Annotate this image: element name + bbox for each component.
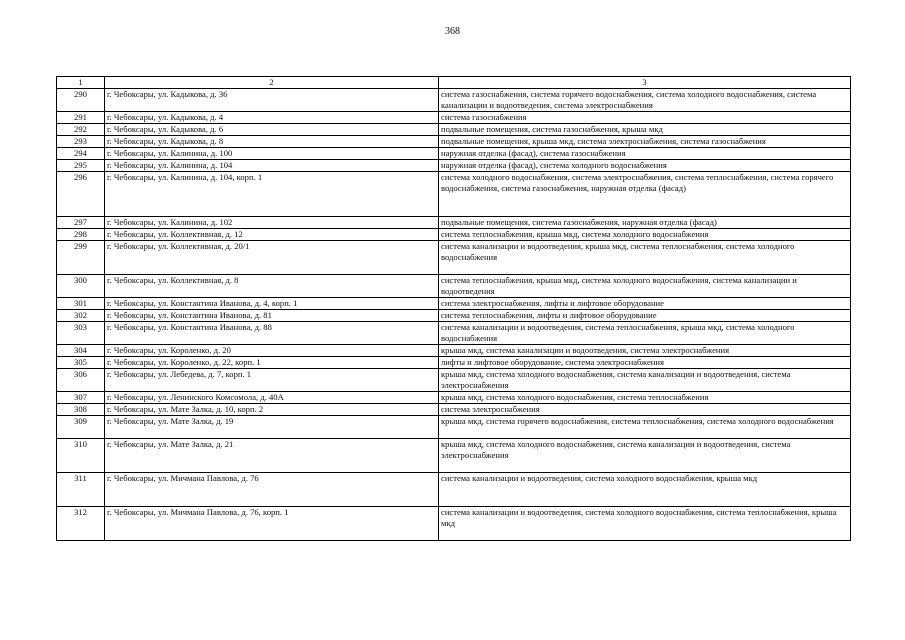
table-row bbox=[57, 89, 851, 112]
table-row bbox=[57, 357, 851, 369]
row-systems: лифты и лифтовое оборудование, система электроснабжения bbox=[439, 357, 851, 369]
table-row bbox=[57, 404, 851, 416]
table-row bbox=[57, 345, 851, 357]
row-address: г. Чебоксары, ул. Калинина, д. 104 bbox=[105, 160, 439, 172]
row-number: 299 bbox=[57, 241, 105, 275]
table-row bbox=[57, 124, 851, 136]
row-number: 291 bbox=[57, 112, 105, 124]
row-address: г. Чебоксары, ул. Мичмана Павлова, д. 76 bbox=[105, 473, 439, 507]
row-number: 306 bbox=[57, 369, 105, 392]
table-row bbox=[57, 112, 851, 124]
table-row bbox=[57, 439, 851, 473]
table-row bbox=[57, 322, 851, 345]
row-address: г. Чебоксары, ул. Кадыкова, д. 4 bbox=[105, 112, 439, 124]
row-systems: система канализации и водоотведения, крыша мкд, система теплоснабжения, система холодного водоснабжения bbox=[439, 241, 851, 275]
row-systems: система теплоснабжения, крыша мкд, система холодного водоснабжения, система канализации и водоотведения bbox=[439, 275, 851, 298]
table-row bbox=[57, 507, 851, 541]
row-systems: система канализации и водоотведения, система холодного водоснабжения, крыша мкд bbox=[439, 473, 851, 507]
row-address: г. Чебоксары, ул. Коллективная, д. 12 bbox=[105, 229, 439, 241]
table-row bbox=[57, 241, 851, 275]
row-address: г. Чебоксары, ул. Калинина, д. 100 bbox=[105, 148, 439, 160]
row-systems: система теплоснабжения, лифты и лифтовое оборудование bbox=[439, 310, 851, 322]
row-address: г. Чебоксары, ул. Коллективная, д. 8 bbox=[105, 275, 439, 298]
row-systems: подвальные помещения, система газоснабжения, наружная отделка (фасад) bbox=[439, 217, 851, 229]
row-number: 292 bbox=[57, 124, 105, 136]
row-address: г. Чебоксары, ул. Короленко, д. 20 bbox=[105, 345, 439, 357]
row-address: г. Чебоксары, ул. Мате Залка, д. 21 bbox=[105, 439, 439, 473]
row-address: г. Чебоксары, ул. Калинина, д. 104, корп. 1 bbox=[105, 172, 439, 217]
row-address: г. Чебоксары, ул. Ленинского Комсомола, д. 40А bbox=[105, 392, 439, 404]
row-number: 305 bbox=[57, 357, 105, 369]
row-number: 293 bbox=[57, 136, 105, 148]
row-systems: система канализации и водоотведения, система холодного водоснабжения, система теплоснабжения, крыша мкд bbox=[439, 507, 851, 541]
row-address: г. Чебоксары, ул. Короленко, д. 22, корп. 1 bbox=[105, 357, 439, 369]
row-number: 296 bbox=[57, 172, 105, 217]
row-address: г. Чебоксары, ул. Калинина, д. 102 bbox=[105, 217, 439, 229]
row-systems: крыша мкд, система холодного водоснабжения, система канализации и водоотведения, система электроснабжения bbox=[439, 439, 851, 473]
row-number: 298 bbox=[57, 229, 105, 241]
row-systems: подвальные помещения, крыша мкд, система электроснабжения, система газоснабжения bbox=[439, 136, 851, 148]
row-address: г. Чебоксары, ул. Кадыкова, д. 36 bbox=[105, 89, 439, 112]
row-systems: система электроснабжения bbox=[439, 404, 851, 416]
row-number: 310 bbox=[57, 439, 105, 473]
row-systems: крыша мкд, система холодного водоснабжения, система теплоснабжения bbox=[439, 392, 851, 404]
row-number: 307 bbox=[57, 392, 105, 404]
row-systems: наружная отделка (фасад), система холодного водоснабжения bbox=[439, 160, 851, 172]
row-number: 311 bbox=[57, 473, 105, 507]
table-row bbox=[57, 160, 851, 172]
column-number-3: 3 bbox=[439, 77, 851, 89]
table-row bbox=[57, 473, 851, 507]
row-number: 312 bbox=[57, 507, 105, 541]
row-address: г. Чебоксары, ул. Константина Иванова, д. 88 bbox=[105, 322, 439, 345]
row-number: 309 bbox=[57, 416, 105, 439]
row-number: 300 bbox=[57, 275, 105, 298]
row-address: г. Чебоксары, ул. Мате Залка, д. 10, корп. 2 bbox=[105, 404, 439, 416]
addresses-table bbox=[56, 76, 851, 541]
row-systems: наружная отделка (фасад), система газоснабжения bbox=[439, 148, 851, 160]
row-address: г. Чебоксары, ул. Лебедева, д. 7, корп. 1 bbox=[105, 369, 439, 392]
table-row bbox=[57, 392, 851, 404]
table-row bbox=[57, 217, 851, 229]
row-address: г. Чебоксары, ул. Мате Залка, д. 19 bbox=[105, 416, 439, 439]
table-row bbox=[57, 310, 851, 322]
table-row bbox=[57, 416, 851, 439]
row-systems: крыша мкд, система горячего водоснабжения, система теплоснабжения, система холодного водоснабжения bbox=[439, 416, 851, 439]
row-number: 302 bbox=[57, 310, 105, 322]
table-row bbox=[57, 136, 851, 148]
table-row bbox=[57, 298, 851, 310]
row-number: 303 bbox=[57, 322, 105, 345]
row-address: г. Чебоксары, ул. Кадыкова, д. 6 bbox=[105, 124, 439, 136]
row-systems: система газоснабжения bbox=[439, 112, 851, 124]
row-number: 290 bbox=[57, 89, 105, 112]
row-address: г. Чебоксары, ул. Коллективная, д. 20/1 bbox=[105, 241, 439, 275]
row-number: 301 bbox=[57, 298, 105, 310]
table-row bbox=[57, 369, 851, 392]
row-systems: система теплоснабжения, крыша мкд, система холодного водоснабжения bbox=[439, 229, 851, 241]
row-address: г. Чебоксары, ул. Константина Иванова, д. 81 bbox=[105, 310, 439, 322]
row-systems: система холодного водоснабжения, система электроснабжения, система теплоснабжения, система горячего водоснабжения, система газоснабжения, наружная отделка (фасад) bbox=[439, 172, 851, 217]
table-row bbox=[57, 148, 851, 160]
row-systems: система газоснабжения, система горячего водоснабжения, система холодного водоснабжения, система канализации и водоотведения, система электроснабжения bbox=[439, 89, 851, 112]
column-number-1: 1 bbox=[57, 77, 105, 89]
row-systems: крыша мкд, система канализации и водоотведения, система электроснабжения bbox=[439, 345, 851, 357]
row-systems: система канализации и водоотведения, система теплоснабжения, крыша мкд, система холодного водоснабжения bbox=[439, 322, 851, 345]
row-address: г. Чебоксары, ул. Мичмана Павлова, д. 76, корп. 1 bbox=[105, 507, 439, 541]
row-number: 295 bbox=[57, 160, 105, 172]
table-row bbox=[57, 229, 851, 241]
table-row bbox=[57, 172, 851, 217]
column-number-2: 2 bbox=[105, 77, 439, 89]
table-row bbox=[57, 275, 851, 298]
row-address: г. Чебоксары, ул. Кадыкова, д. 8 bbox=[105, 136, 439, 148]
row-number: 294 bbox=[57, 148, 105, 160]
column-number-row bbox=[57, 77, 851, 89]
row-number: 308 bbox=[57, 404, 105, 416]
row-systems: подвальные помещения, система газоснабжения, крыша мкд bbox=[439, 124, 851, 136]
row-number: 297 bbox=[57, 217, 105, 229]
row-number: 304 bbox=[57, 345, 105, 357]
page-number: 368 bbox=[445, 26, 460, 37]
row-systems: система электроснабжения, лифты и лифтовое оборудование bbox=[439, 298, 851, 310]
row-systems: крыша мкд, система холодного водоснабжения, система канализации и водоотведения, система электроснабжения bbox=[439, 369, 851, 392]
row-address: г. Чебоксары, ул. Константина Иванова, д. 4, корп. 1 bbox=[105, 298, 439, 310]
